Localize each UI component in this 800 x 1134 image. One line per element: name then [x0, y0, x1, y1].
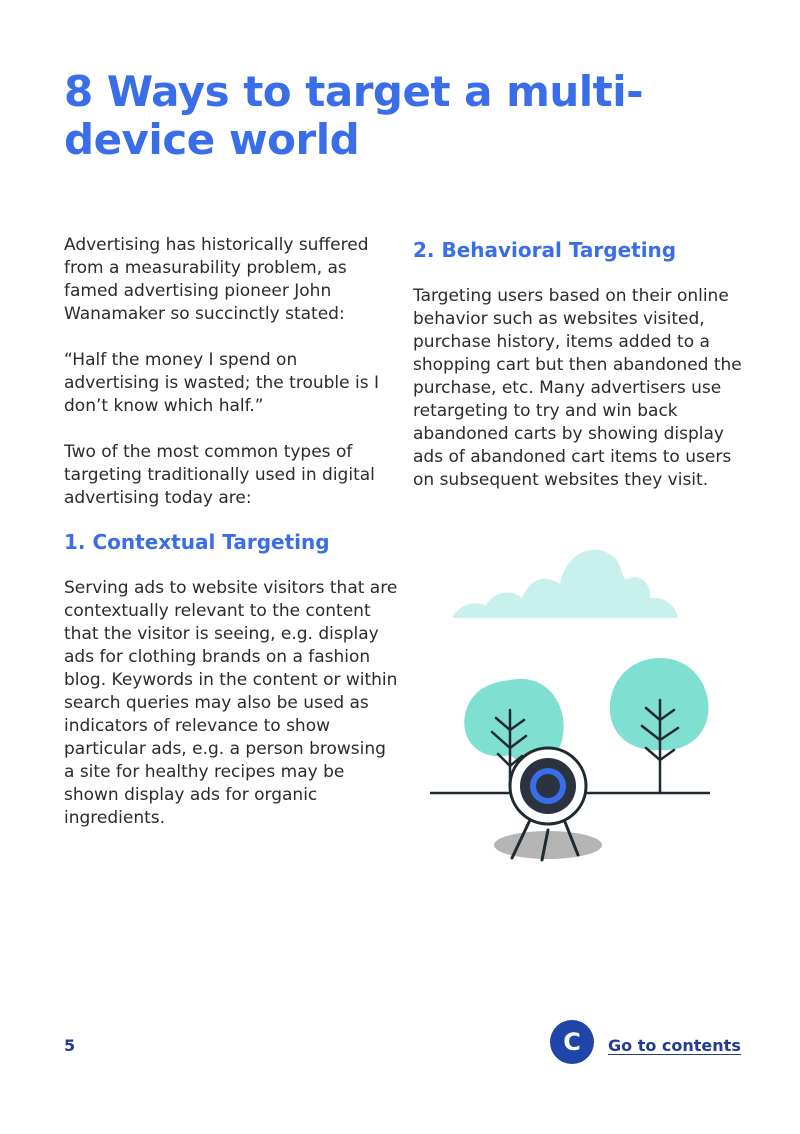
target-illustration [420, 540, 720, 870]
go-to-contents-link[interactable]: Go to contents [608, 1036, 741, 1055]
intro-text [64, 234, 394, 510]
target-icon [510, 748, 586, 824]
intro-paragraph: Advertising has historically suffered from a measurability problem, as famed advertising pioneer John Wanamaker so succinctly stated: [64, 235, 369, 324]
section-heading-behavioral: 2. Behavioral Targeting [413, 238, 677, 262]
page-number: 5 [64, 1036, 76, 1055]
section-heading-contextual: 1. Contextual Targeting [64, 530, 330, 554]
section-paragraph: Serving ads to website visitors that are contextually relevant to the content that the visitor is seeing, e.g. display ads for clothing brands on a fashion blog. Keywords in the content or within search queries may also be used as indicators of relevance to show particular ads, e.g. a person browsing a site for healthy recipes may be shown display ads for organic ingredients. [64, 578, 398, 828]
intro-quote: “Half the money I spend on advertising is wasted; the trouble is I don’t know which half.” [64, 350, 379, 416]
section-body-contextual [64, 577, 399, 830]
section-body-behavioral [413, 285, 753, 492]
page-title: 8 Ways to target a multi-device world [64, 67, 644, 164]
section-paragraph: Targeting users based on their online behavior such as websites visited, purchase history, items added to a shopping cart but then abandoned the purchase, etc. Many advertisers use retargeting to try and win back abandoned carts by showing display ads of abandoned cart items to users on subsequent websites they visit. [413, 286, 742, 490]
logo-icon: C [550, 1020, 594, 1064]
tree-right-icon [610, 658, 709, 793]
intro-paragraph: Two of the most common types of targeting traditionally used in digital advertising today are: [64, 442, 375, 508]
cloud-shape [452, 550, 678, 618]
